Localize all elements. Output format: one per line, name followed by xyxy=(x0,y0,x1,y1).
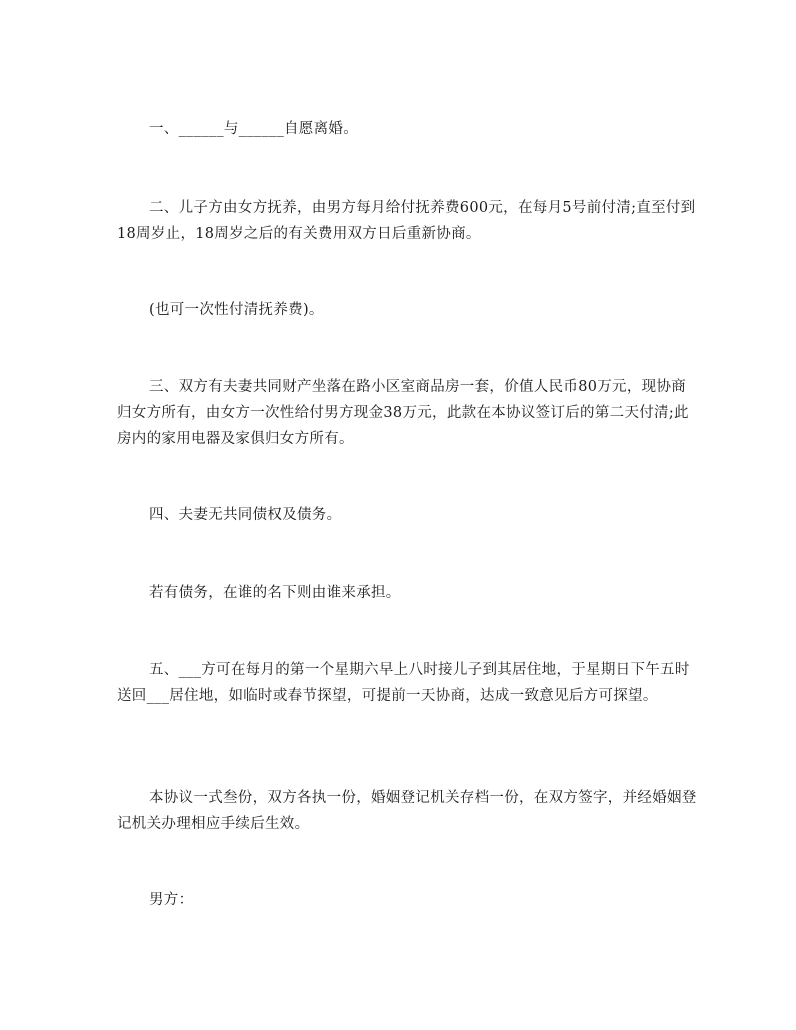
clause-4-debts: 四、夫妻无共同债权及债务。 xyxy=(149,507,342,523)
signature-male-party: 男方： xyxy=(149,892,194,908)
agreement-copies-clause: 本协议一式叁份，双方各执一份，婚姻登记机关存档一份，在双方签字，并经婚姻登记机关办理相应手续后生效。 xyxy=(117,790,697,832)
clause-3-property: 三、双方有夫妻共同财产坐落在路小区室商品房一套，价值人民币80万元，现协商归女方所有，由女方一次性给付男方现金38万元，此款在本协议签订后的第二天付清;此房内的家用电器及家俱归女方所有。 xyxy=(117,379,689,447)
clause-2-child-support: 二、儿子方由女方抚养，由男方每月给付抚养费600元，在每月5号前付清;直至付到18周岁止，18周岁之后的有关费用双方日后重新协商。 xyxy=(117,200,696,242)
clause-2-lump-sum-note: (也可一次性付清抚养费)。 xyxy=(149,302,324,318)
clause-1-divorce-parties: 一、______与______自愿离婚。 xyxy=(149,121,358,137)
clause-4-debt-liability: 若有债务，在谁的名下则由谁来承担。 xyxy=(149,585,401,601)
clause-5-visitation: 五、___方可在每月的第一个星期六早上八时接儿子到其居住地，于星期日下午五时送回___居住地，如临时或春节探望，可提前一天协商，达成一致意见后方可探望。 xyxy=(117,662,690,704)
